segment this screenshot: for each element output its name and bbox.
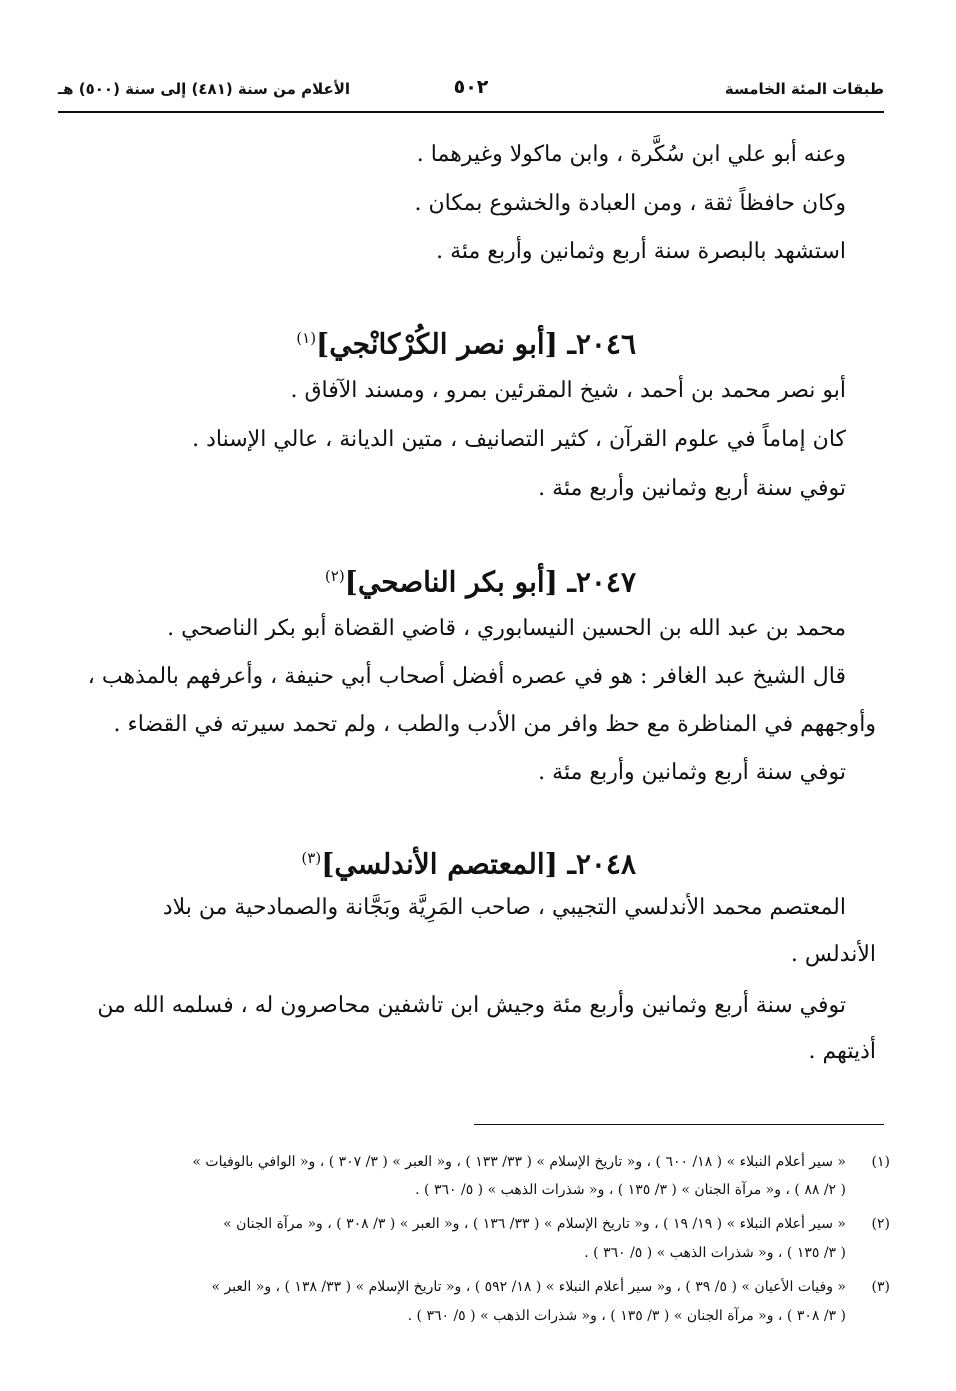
footnote-text: « سير أعلام النبلاء » ( ١٨/ ٦٠٠ ) ، و« تاريخ الإسلام » ( ٣٣/ ١٣٣ ) ، و« العبر » ( ٣/ ٣٠٧ ) ، و« الوافي بالوفيات »	[192, 1154, 846, 1170]
footnote-number: (٣)	[871, 1279, 890, 1295]
entry-2047-line-2: قال الشيخ عبد الغافر : هو في عصره أفضل أصحاب أبي حنيفة ، وأعرفهم بالمذهب ،	[87, 664, 846, 689]
running-header	[58, 74, 884, 104]
entry-2048-line-3: توفي سنة أربع وثمانين وأربع مئة وجيش ابن تاشفين محاصرون له ، فسلمه الله من	[97, 993, 846, 1018]
header-range: الأعلام من سنة (٤٨١) إلى سنة (٥٠٠) هـ	[58, 80, 351, 98]
footnote-ref: (٣)	[301, 849, 322, 867]
header-rule	[58, 111, 884, 113]
entry-2048-line-2: الأندلس .	[790, 942, 876, 967]
footnote-ref: (١)	[296, 329, 317, 347]
page-number: ٥٠٢	[453, 76, 489, 98]
footnote-2	[58, 1211, 890, 1237]
intro-line-2: وكان حافظاً ثقة ، ومن العبادة والخشوع بمكان .	[414, 191, 846, 216]
entry-2047-line-4: توفي سنة أربع وثمانين وأربع مئة .	[538, 760, 846, 785]
footnote-text: « وفيات الأعيان » ( ٥/ ٣٩ ) ، و« سير أعلام النبلاء » ( ١٨/ ٥٩٢ ) ، و« تاريخ الإسلام » ( ٣٣/ ١٣٨ ) ، و« العبر »	[211, 1279, 846, 1295]
footnote-number: (٢)	[871, 1216, 890, 1232]
entry-title-2046	[296, 318, 636, 364]
footnote-number: (١)	[871, 1154, 890, 1170]
footnote-1	[58, 1149, 890, 1175]
footnote-separator	[474, 1124, 884, 1125]
entry-title-text: ٢٠٤٨ـ [المعتصم الأندلسي]	[321, 847, 636, 881]
header-section-title: طبقات المئة الخامسة	[724, 80, 884, 98]
entry-2046-line-1: أبو نصر محمد بن أحمد ، شيخ المقرئين بمرو ، ومسند الآفاق .	[290, 378, 846, 403]
entry-2047-line-3: وأوجههم في المناظرة مع حظ وافر من الأدب والطب ، ولم تحمد سيرته في القضاء .	[113, 712, 876, 737]
entry-title-2047	[325, 556, 636, 602]
entry-2047-line-1: محمد بن عبد الله بن الحسين النيسابوري ، قاضي القضاة أبو بكر الناصحي .	[167, 616, 846, 641]
entry-title-2048	[301, 838, 636, 884]
footnote-1-cont: ( ٢/ ٨٨ ) ، و« مرآة الجنان » ( ٣/ ١٣٥ ) ، و« شذرات الذهب » ( ٥/ ٣٦٠ ) .	[415, 1182, 846, 1198]
entry-title-text: ٢٠٤٧ـ [أبو بكر الناصحي]	[344, 565, 636, 599]
footnote-3	[58, 1274, 890, 1300]
entry-title-text: ٢٠٤٦ـ [أبو نصر الكُرْكانْجي]	[316, 327, 636, 361]
footnote-ref: (٢)	[324, 567, 345, 585]
footnote-3-cont: ( ٣/ ٣٠٨ ) ، و« مرآة الجنان » ( ٣/ ١٣٥ ) ، و« شذرات الذهب » ( ٥/ ٣٦٠ ) .	[407, 1308, 846, 1324]
entry-2046-line-3: توفي سنة أربع وثمانين وأربع مئة .	[538, 476, 846, 501]
intro-line-1: وعنه أبو علي ابن سُكَّرة ، وابن ماكولا وغيرهما .	[416, 142, 846, 167]
entry-2048-line-4: أذيتهم .	[808, 1039, 876, 1064]
footnote-2-cont: ( ٣/ ١٣٥ ) ، و« شذرات الذهب » ( ٥/ ٣٦٠ ) .	[584, 1245, 846, 1261]
footnote-text: « سير أعلام النبلاء » ( ١٩/ ١٩ ) ، و« تاريخ الإسلام » ( ٣٣/ ١٣٦ ) ، و« العبر » ( ٣/ ٣٠٨ ) ، و« مرآة الجنان »	[223, 1216, 846, 1232]
intro-line-3: استشهد بالبصرة سنة أربع وثمانين وأربع مئة .	[436, 239, 846, 264]
entry-2046-line-2: كان إماماً في علوم القرآن ، كثير التصانيف ، متين الديانة ، عالي الإسناد .	[192, 427, 846, 452]
entry-2048-line-1: المعتصم محمد الأندلسي التجيبي ، صاحب المَرِيَّة وبَجَّانة والصمادحية من بلاد	[162, 895, 846, 920]
